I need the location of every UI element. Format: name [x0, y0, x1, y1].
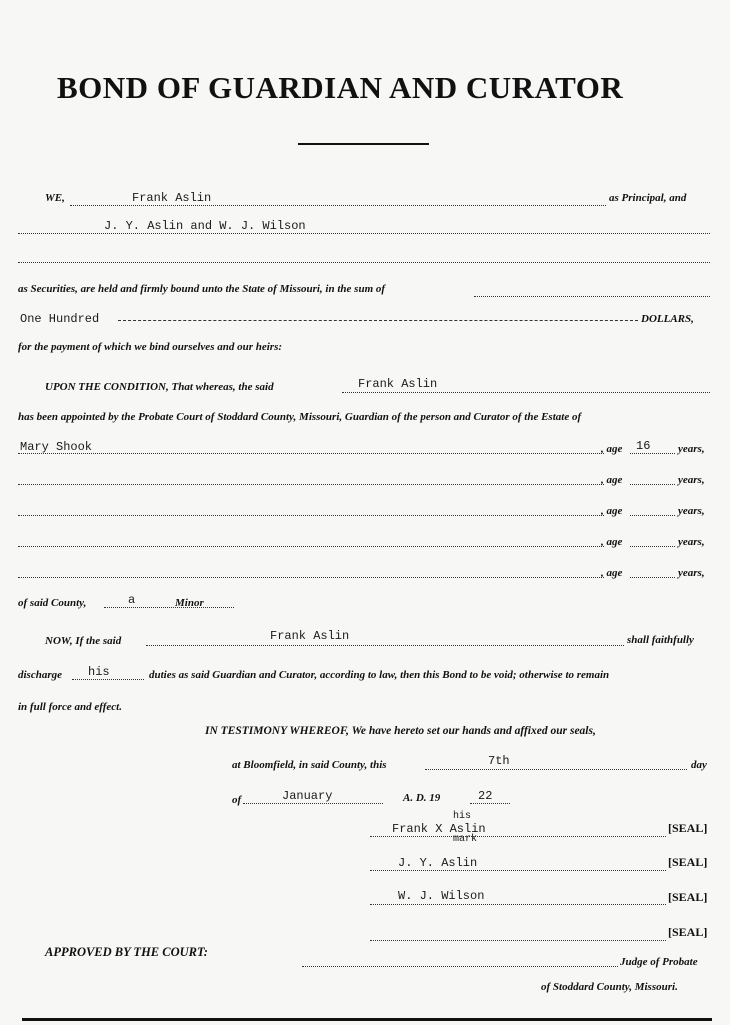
- seal-2: [SEAL]: [668, 855, 708, 869]
- age-label-3: , age: [601, 505, 623, 517]
- seal-1: [SEAL]: [668, 821, 708, 835]
- age-value: 16: [636, 439, 651, 453]
- testimony-text: IN TESTIMONY WHEREOF, We have hereto set our hands and affixed our seals,: [205, 725, 596, 737]
- day-value: 7th: [488, 754, 510, 768]
- age-line-2: [630, 484, 675, 485]
- signature-3-name: W. J. Wilson: [398, 889, 485, 903]
- signature-2-line: [370, 870, 666, 871]
- now-line: [146, 645, 624, 646]
- signature-2-name: J. Y. Aslin: [398, 856, 478, 870]
- discharge-line: [72, 679, 144, 680]
- minor-label: Minor: [175, 597, 204, 609]
- sum-dash-line: [118, 320, 638, 321]
- approved-text: APPROVED BY THE COURT:: [45, 945, 208, 959]
- minor-article: a: [128, 593, 136, 607]
- county-label: of Stoddard County, Missouri.: [541, 981, 678, 993]
- appointed-text: has been appointed by the Probate Court of Stoddard County, Missouri, Guardian of the person and Curator of the Estate of: [18, 411, 582, 423]
- month-value: January: [282, 789, 333, 803]
- as-principal-label: as Principal, and: [609, 192, 687, 204]
- condition-text: UPON THE CONDITION, That whereas, the said: [45, 381, 274, 393]
- years-label-3: years,: [678, 505, 705, 517]
- county-text: of said County,: [18, 597, 87, 609]
- years-label-5: years,: [678, 567, 705, 579]
- age-label-5: , age: [601, 567, 623, 579]
- sum-line: [474, 296, 710, 297]
- sum-text: One Hundred: [20, 312, 100, 326]
- age-line-3: [630, 515, 675, 516]
- principal-line: [70, 205, 606, 206]
- day-label: day: [691, 759, 707, 771]
- bottom-rule: [22, 1018, 712, 1021]
- now-name: Frank Aslin: [270, 629, 350, 643]
- securities-names: J. Y. Aslin and W. J. Wilson: [104, 219, 306, 233]
- condition-line: [342, 392, 710, 393]
- title-underline: [298, 143, 429, 145]
- signature-1-name: Frank X Aslin: [392, 822, 486, 836]
- signature-1-above: his: [453, 811, 472, 822]
- age-label-1: , age: [601, 443, 623, 455]
- judge-label: Judge of Probate: [620, 956, 698, 968]
- we-label: WE,: [45, 192, 65, 204]
- ward-line-5: [18, 577, 604, 578]
- ad-label: A. D. 19: [403, 792, 441, 804]
- year-value: 22: [478, 789, 493, 803]
- ward-line-2: [18, 484, 604, 485]
- document-title: BOND OF GUARDIAN AND CURATOR: [57, 70, 624, 105]
- duties-text: duties as said Guardian and Curator, according to law, then this Bond to be void; otherwise to remain: [149, 669, 610, 681]
- force-text: in full force and effect.: [18, 701, 122, 713]
- ward-line-4: [18, 546, 604, 547]
- securities-text: as Securities, are held and firmly bound unto the State of Missouri, in the sum of: [18, 283, 386, 295]
- age-label-2: , age: [601, 474, 623, 486]
- ward-line-3: [18, 515, 604, 516]
- faithfully-label: shall faithfully: [627, 634, 694, 646]
- year-line: [470, 803, 510, 804]
- years-label-1: years,: [678, 443, 705, 455]
- day-line: [425, 769, 687, 770]
- of-label: of: [232, 794, 242, 806]
- age-line-4: [630, 546, 675, 547]
- seal-3: [SEAL]: [668, 890, 708, 904]
- dollars-label: DOLLARS,: [641, 313, 694, 325]
- condition-name: Frank Aslin: [358, 377, 438, 391]
- signature-1-below: mark: [453, 834, 478, 845]
- age-label-4: , age: [601, 536, 623, 548]
- signature-4-line: [370, 940, 666, 941]
- minor-line: [104, 607, 234, 608]
- minor-name: Mary Shook: [20, 440, 93, 454]
- ward-line-1: [18, 453, 604, 454]
- age-line-5: [630, 577, 675, 578]
- seal-4: [SEAL]: [668, 925, 708, 939]
- principal-name: Frank Aslin: [132, 191, 212, 205]
- years-label-2: years,: [678, 474, 705, 486]
- signature-3-line: [370, 904, 666, 905]
- blank-line-1: [18, 262, 710, 263]
- payment-text: for the payment of which we bind ourselves and our heirs:: [18, 341, 283, 353]
- securities-line: [18, 233, 710, 234]
- age-line-1: [630, 453, 675, 454]
- month-line: [243, 803, 383, 804]
- signature-1-line: [370, 836, 666, 837]
- now-text: NOW, If the said: [45, 635, 122, 647]
- discharge-label: discharge: [18, 669, 62, 681]
- years-label-4: years,: [678, 536, 705, 548]
- bloomfield-text: at Bloomfield, in said County, this: [232, 759, 387, 771]
- discharge-pronoun: his: [88, 665, 110, 679]
- judge-line: [302, 966, 618, 967]
